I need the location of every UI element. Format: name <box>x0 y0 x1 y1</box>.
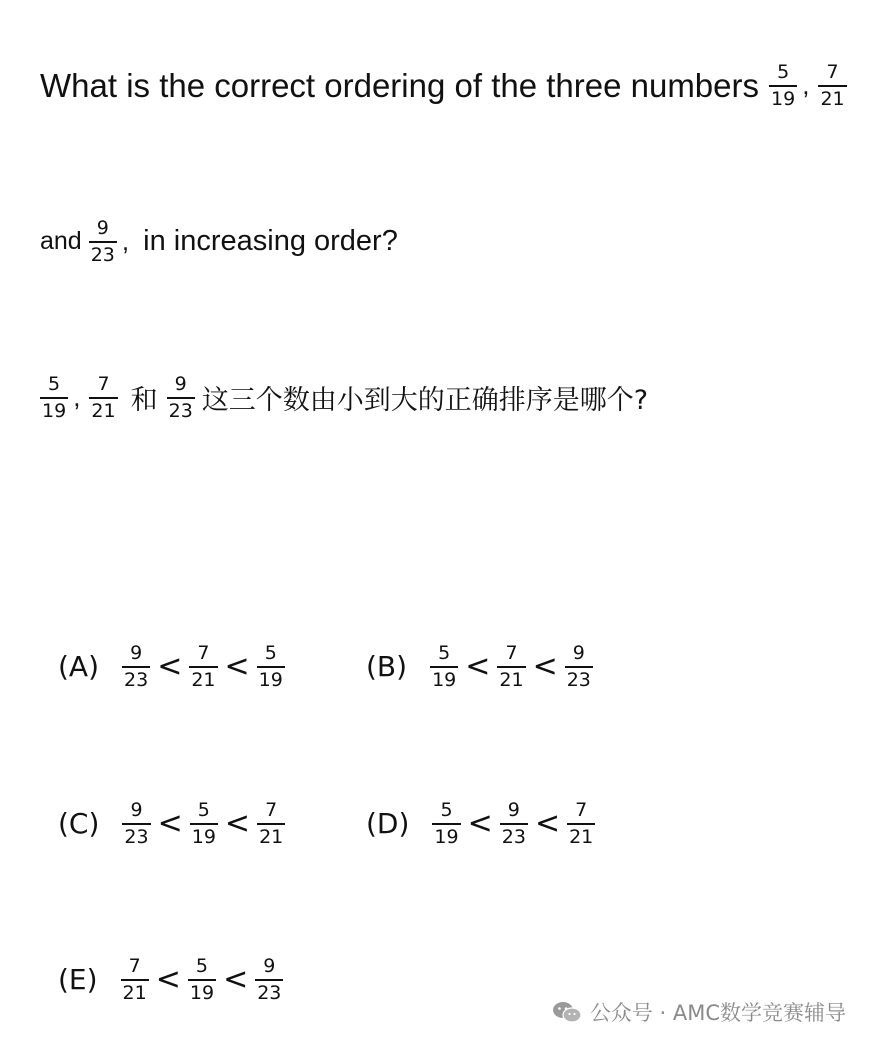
option-fraction: $\frac{9}{23}$ <box>501 799 526 848</box>
less-than-sign: < <box>224 649 250 685</box>
comma: , <box>73 382 81 413</box>
fraction-5-19: $\frac{5}{19}$ <box>771 61 796 110</box>
option-fraction: $\frac{7}{21}$ <box>569 799 594 848</box>
option-label: (B) <box>366 650 408 684</box>
option-c <box>58 800 288 848</box>
option-label: (D) <box>366 807 410 841</box>
less-than-sign: < <box>532 649 558 685</box>
watermark <box>552 997 846 1027</box>
and-word: and <box>40 227 82 256</box>
question-en-line1 <box>40 62 850 110</box>
option-fraction: $\frac{5}{19}$ <box>434 799 459 848</box>
fraction-7-21: $\frac{7}{21}$ <box>820 61 845 110</box>
option-fraction: $\frac{5}{19}$ <box>189 955 215 1004</box>
comma: , <box>121 226 130 257</box>
question-en-text: What is the correct ordering of the three numbers <box>40 66 760 104</box>
option-fraction: $\frac{7}{21}$ <box>191 642 216 691</box>
fraction-5-19: $\frac{5}{19}$ <box>42 373 67 422</box>
option-e <box>58 956 286 1004</box>
comma: , <box>802 70 810 101</box>
less-than-sign: < <box>157 806 183 842</box>
question-en-text-end: in increasing order? <box>143 225 398 258</box>
less-than-sign: < <box>465 649 491 685</box>
less-than-sign: < <box>534 806 561 842</box>
question-en-line2 <box>40 218 398 266</box>
option-label: (A) <box>58 650 100 684</box>
question-zh <box>40 374 648 422</box>
less-than-sign: < <box>155 962 181 998</box>
less-than-sign: < <box>224 806 251 842</box>
option-fraction: $\frac{7}{21}$ <box>499 642 524 691</box>
option-fraction: $\frac{5}{19}$ <box>258 642 283 691</box>
option-fraction: $\frac{5}{19}$ <box>432 642 457 691</box>
option-fraction: $\frac{7}{21}$ <box>259 799 284 848</box>
and-word-zh: 和 <box>130 385 158 417</box>
less-than-sign: < <box>157 649 183 685</box>
option-fraction: $\frac{7}{21}$ <box>122 955 147 1004</box>
option-fraction: $\frac{9}{23}$ <box>257 955 282 1004</box>
option-label: (C) <box>58 807 100 841</box>
watermark-text: 公众号 · AMC数学竞赛辅导 <box>589 1001 846 1025</box>
fraction-9-23: $\frac{9}{23}$ <box>90 217 115 266</box>
option-b <box>366 643 596 691</box>
option-fraction: $\frac{9}{23}$ <box>124 799 149 848</box>
option-label: (E) <box>58 963 98 997</box>
option-fraction: $\frac{5}{19}$ <box>191 799 216 848</box>
option-fraction: $\frac{9}{23}$ <box>124 642 149 691</box>
option-d <box>366 800 598 848</box>
less-than-sign: < <box>223 962 249 998</box>
wechat-icon <box>552 1000 582 1024</box>
option-fraction: $\frac{9}{23}$ <box>566 642 591 691</box>
fraction-9-23: $\frac{9}{23}$ <box>168 373 193 422</box>
fraction-7-21: $\frac{7}{21}$ <box>91 373 116 422</box>
option-a <box>58 643 288 691</box>
less-than-sign: < <box>467 806 493 842</box>
question-zh-text: 这三个数由小到大的正确排序是哪个? <box>201 385 649 417</box>
